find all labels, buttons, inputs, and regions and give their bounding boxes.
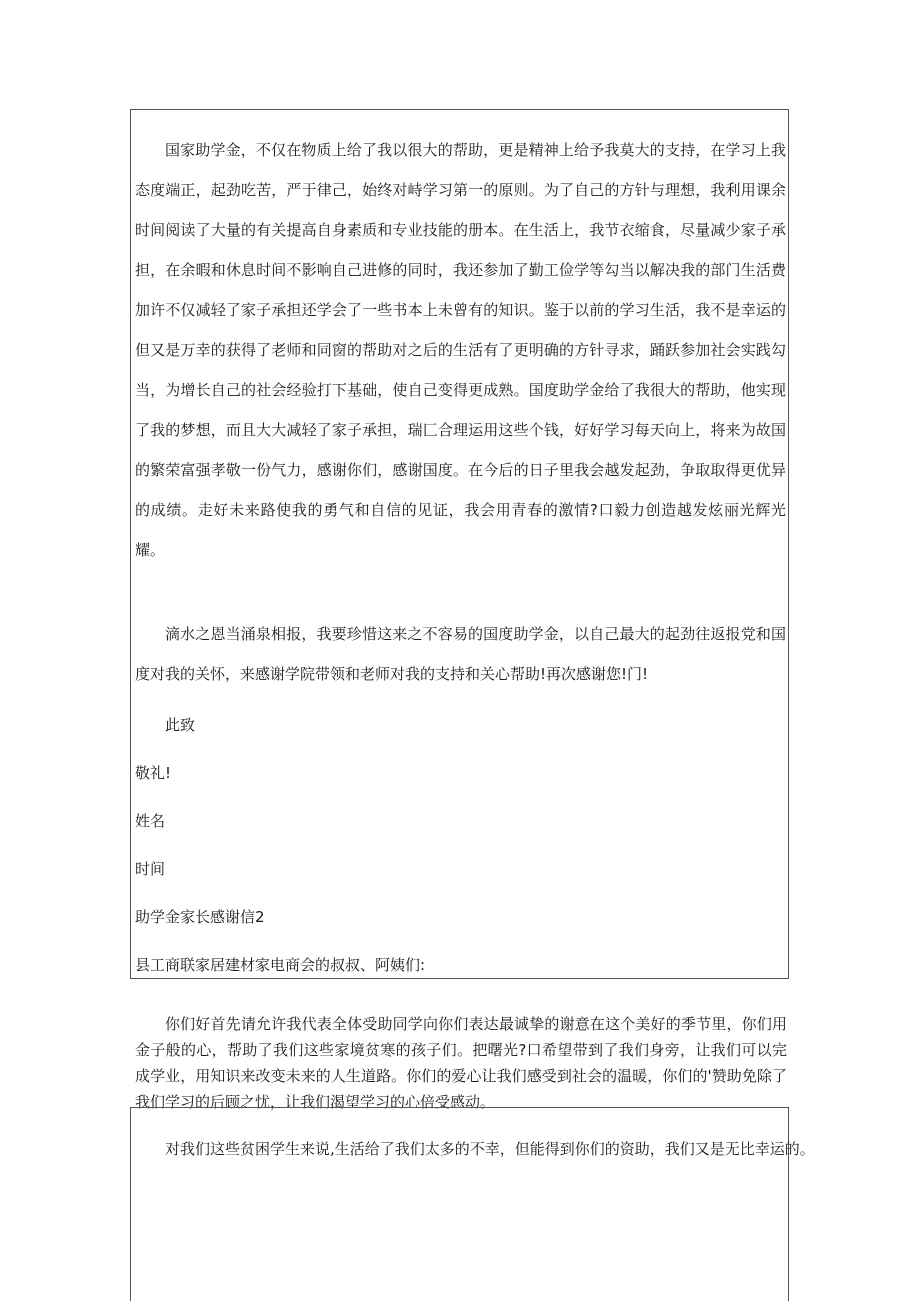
closing-line: 此致 [165, 716, 196, 734]
salute-line: 敬礼! [135, 764, 172, 782]
greeting-line: 县工商联家居建材家电商会的叔叔、阿姨们: [135, 956, 426, 974]
letter-frame-top [130, 109, 789, 979]
body-paragraph-2: 滴水之恩当涌泉相报，我要珍惜这来之不容易的国度助学金，以自己最大的起劲往返报党和国度对我的关怀，来感谢学院带领和老师对我的支持和关心帮助!再次感谢您!门! [135, 625, 786, 683]
body-paragraph-4: 对我们这些贫困学生来说,生活给了我们太多的不幸，但能得到你们的资助，我们又是无比幸运的。 [165, 1140, 815, 1158]
name-line: 姓名 [135, 812, 166, 830]
letter-frame-bottom [130, 1107, 815, 1301]
letter-title: 助学金家长感谢信2 [135, 908, 265, 926]
body-paragraph-3: 你们好首先请允许我代表全体受助同学向你们表达最诚挚的谢意在这个美好的季节里，你们用金子般的心，帮助了我们这些家境贫寒的孩子们。把曙光?口希望带到了我们身旁，让我们可以完成学业，用知识来改变未来的人生道路。你们的爱心让我们感受到社会的温暖，你们的'赞助免除了我们学习的后顾之忧，让我们渴望学习的心倍受感动。 [135, 1015, 787, 1111]
time-line: 时间 [135, 860, 166, 878]
body-paragraph-1: 国家助学金，不仅在物质上给了我以很大的帮助，更是精神上给予我莫大的支持，在学习上我态度端正，起劲吃苦，严于律己，始终对峙学习第一的原则。为了自己的方针与理想，我利用课余时间阅读了大量的有关提高自身素质和专业技能的册本。在生活上，我节衣缩食，尽量减少家子承担，在余暇和休息时间不影响自己进修的同时，我还参加了勤工俭学等勾当以解决我的部门生活费加许不仅减轻了家子承担还学会了一些书本上未曾有的知识。鉴于以前的学习生活，我不是幸运的但又是万幸的获得了老师和同窗的帮助对之后的生活有了更明确的方针寻求，踊跃参加社会实践勾当，为增长自己的社会经验打下基础，使自己变得更成熟。国度助学金给了我很大的帮助，他实现了我的梦想，而且大大减轻了家子承担，瑞匚合理运用这些个钱，好好学习每天向上，将来为故国的繁荣富强孝敬一份气力，感谢你们，感谢国度。在今后的日子里我会越发起劲，争取取得更优异的成绩。走好未来路使我的勇气和自信的见证，我会用青春的激情?口毅力创造越发炫丽光辉光耀。 [135, 141, 786, 559]
